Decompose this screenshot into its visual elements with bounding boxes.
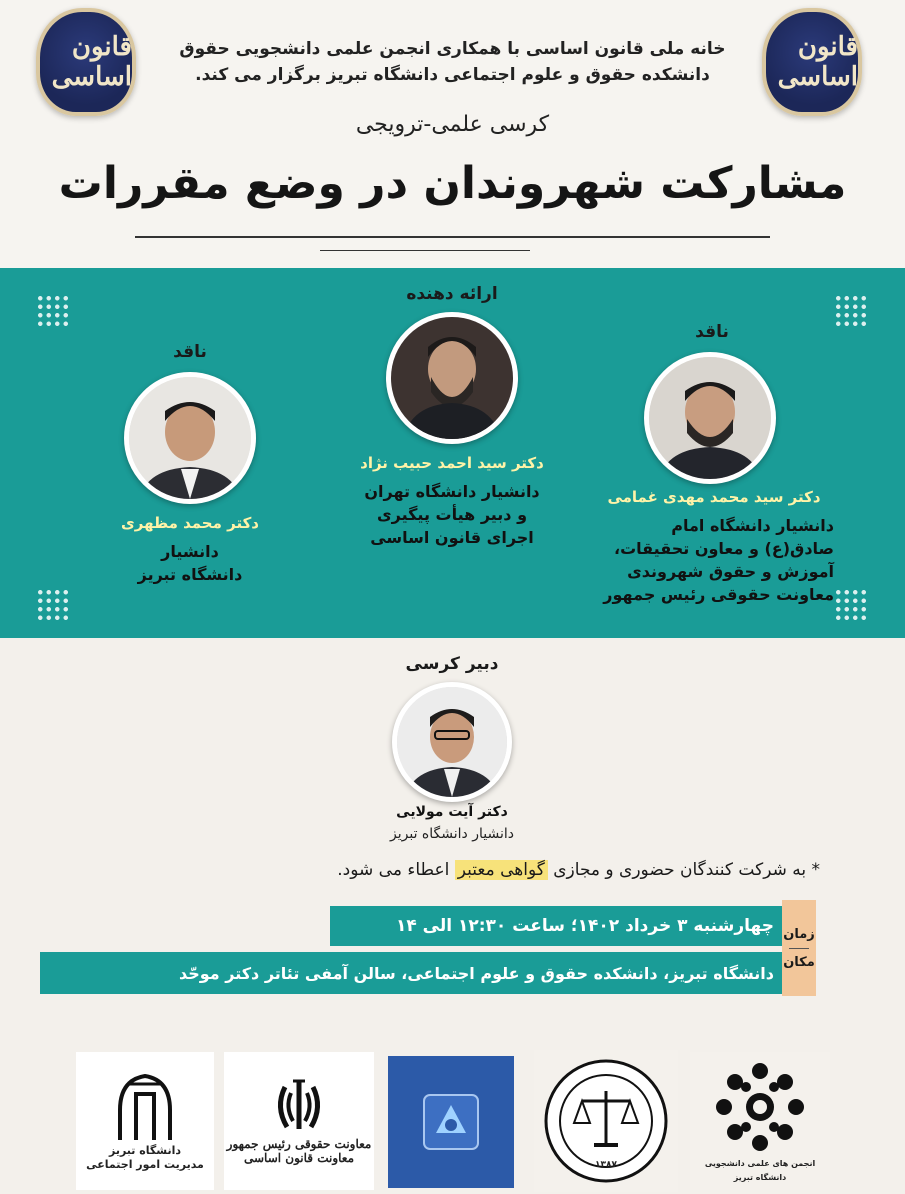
certificate-highlight: گواهی معتبر xyxy=(455,860,548,880)
critic-right-desc-line: آموزش و حقوق شهروندی xyxy=(627,562,834,581)
sponsor-caption: مدیریت امور اجتماعی xyxy=(86,1158,204,1171)
critic-right-description xyxy=(584,514,834,606)
subtitle: کرسی علمی-ترویجی xyxy=(355,112,550,137)
presenter-desc-line: و دبیر هیأت پیگیری xyxy=(376,505,528,524)
event-place: دانشگاه تبریز، دانشکده حقوق و علوم اجتماعی، سالن آمفی تئاتر دکتر موحّد xyxy=(40,952,782,994)
logo-text: قانون اساسی xyxy=(51,32,132,92)
critic-right-desc-line: دانشیار دانشگاه امام xyxy=(671,516,834,535)
presenter-role-label: ارائه دهنده xyxy=(406,284,498,304)
sponsor-caption: معاونت حقوقی رئیس جمهور xyxy=(226,1137,372,1151)
time-label: زمان xyxy=(783,926,815,942)
critic-left-name: دکتر محمد مظهری xyxy=(120,514,260,532)
critic-left-desc-line: دانشگاه تبریز xyxy=(137,565,243,584)
tag-divider xyxy=(789,948,809,949)
presenter-desc-line: دانشیار دانشگاه تهران xyxy=(364,482,540,501)
presenter-name: دکتر سید احمد حبیب نژاد xyxy=(360,454,544,472)
decorative-dots xyxy=(36,294,70,328)
critic-right-photo xyxy=(644,352,776,484)
certificate-suffix: اعطاء می شود. xyxy=(337,860,450,880)
moderator-description: دانشیار دانشگاه تبریز xyxy=(390,826,514,842)
sponsor-caption: معاونت قانون اساسی xyxy=(244,1151,354,1165)
moderator-role-label: دبیر کرسی xyxy=(405,654,499,674)
decorative-dots xyxy=(834,294,868,328)
page-title: مشارکت شهروندان در وضع مقررات xyxy=(58,158,847,209)
person-avatar-icon xyxy=(397,687,507,797)
critic-left-description xyxy=(92,540,288,586)
presenter-photo xyxy=(386,312,518,444)
sponsor-law-student-association xyxy=(388,1056,514,1188)
title-underline xyxy=(135,236,770,238)
title-underline-short xyxy=(320,250,530,251)
star-pattern-logo-icon xyxy=(710,1057,810,1157)
time-place-tag xyxy=(782,900,816,996)
tabriz-university-icon xyxy=(110,1070,180,1144)
decorative-dots xyxy=(36,588,70,622)
certificate-prefix: * به شرکت کنندگان حضوری و مجازی xyxy=(553,860,820,880)
sponsor-tabriz-social-affairs xyxy=(76,1052,214,1190)
critic-right-desc-line: صادق(ع) و معاون تحقیقات، xyxy=(613,539,834,558)
critic-right-role-label: ناقد xyxy=(695,322,729,342)
person-avatar-icon xyxy=(391,317,513,439)
iran-emblem-icon xyxy=(271,1077,327,1137)
presenter-desc-line: اجرای قانون اساسی xyxy=(370,528,534,547)
intro-line-1: خانه ملی قانون اساسی با همکاری انجمن علمی دانشجویی حقوق xyxy=(179,39,726,59)
sponsor-student-associations xyxy=(690,1052,830,1190)
critic-left-desc-line: دانشیار xyxy=(161,542,219,561)
sponsor-caption: دانشگاه تبریز xyxy=(108,1144,182,1157)
decorative-dots xyxy=(834,588,868,622)
critic-right-name: دکتر سید محمد مهدی غمامی xyxy=(607,488,821,506)
moderator-name: دکتر آیت مولایی xyxy=(396,804,508,820)
intro-line-2: دانشکده حقوق و علوم اجتماعی دانشگاه تبریز برگزار می کند. xyxy=(195,65,710,85)
critic-left-role-label: ناقد xyxy=(173,342,207,362)
sponsor-law-faculty-seal xyxy=(534,1050,678,1192)
association-logo-icon xyxy=(416,1087,486,1157)
moderator-photo xyxy=(392,682,512,802)
sponsor-caption: انجمن های علمی دانشجویی دانشگاه تبریز xyxy=(704,1159,816,1182)
constitution-house-logo-right xyxy=(762,8,862,116)
certificate-note xyxy=(120,860,820,880)
sponsor-caption: ۱۳۸۷ xyxy=(595,1160,617,1170)
critic-right-desc-line: معاونت حقوقی رئیس جمهور xyxy=(603,585,834,604)
place-label: مکان xyxy=(783,954,815,970)
critic-left-photo xyxy=(124,372,256,504)
sponsor-presidential-legal-deputy xyxy=(224,1052,374,1190)
intro-text xyxy=(150,36,755,88)
person-avatar-icon xyxy=(129,377,251,499)
logo-text: قانون اساسی xyxy=(777,32,858,92)
event-time: چهارشنبه ۳ خرداد ۱۴۰۲؛ ساعت ۱۲:۳۰ الی ۱۴ xyxy=(330,906,782,946)
constitution-house-logo-left xyxy=(36,8,136,116)
presenter-description xyxy=(312,480,592,549)
person-avatar-icon xyxy=(649,357,771,479)
